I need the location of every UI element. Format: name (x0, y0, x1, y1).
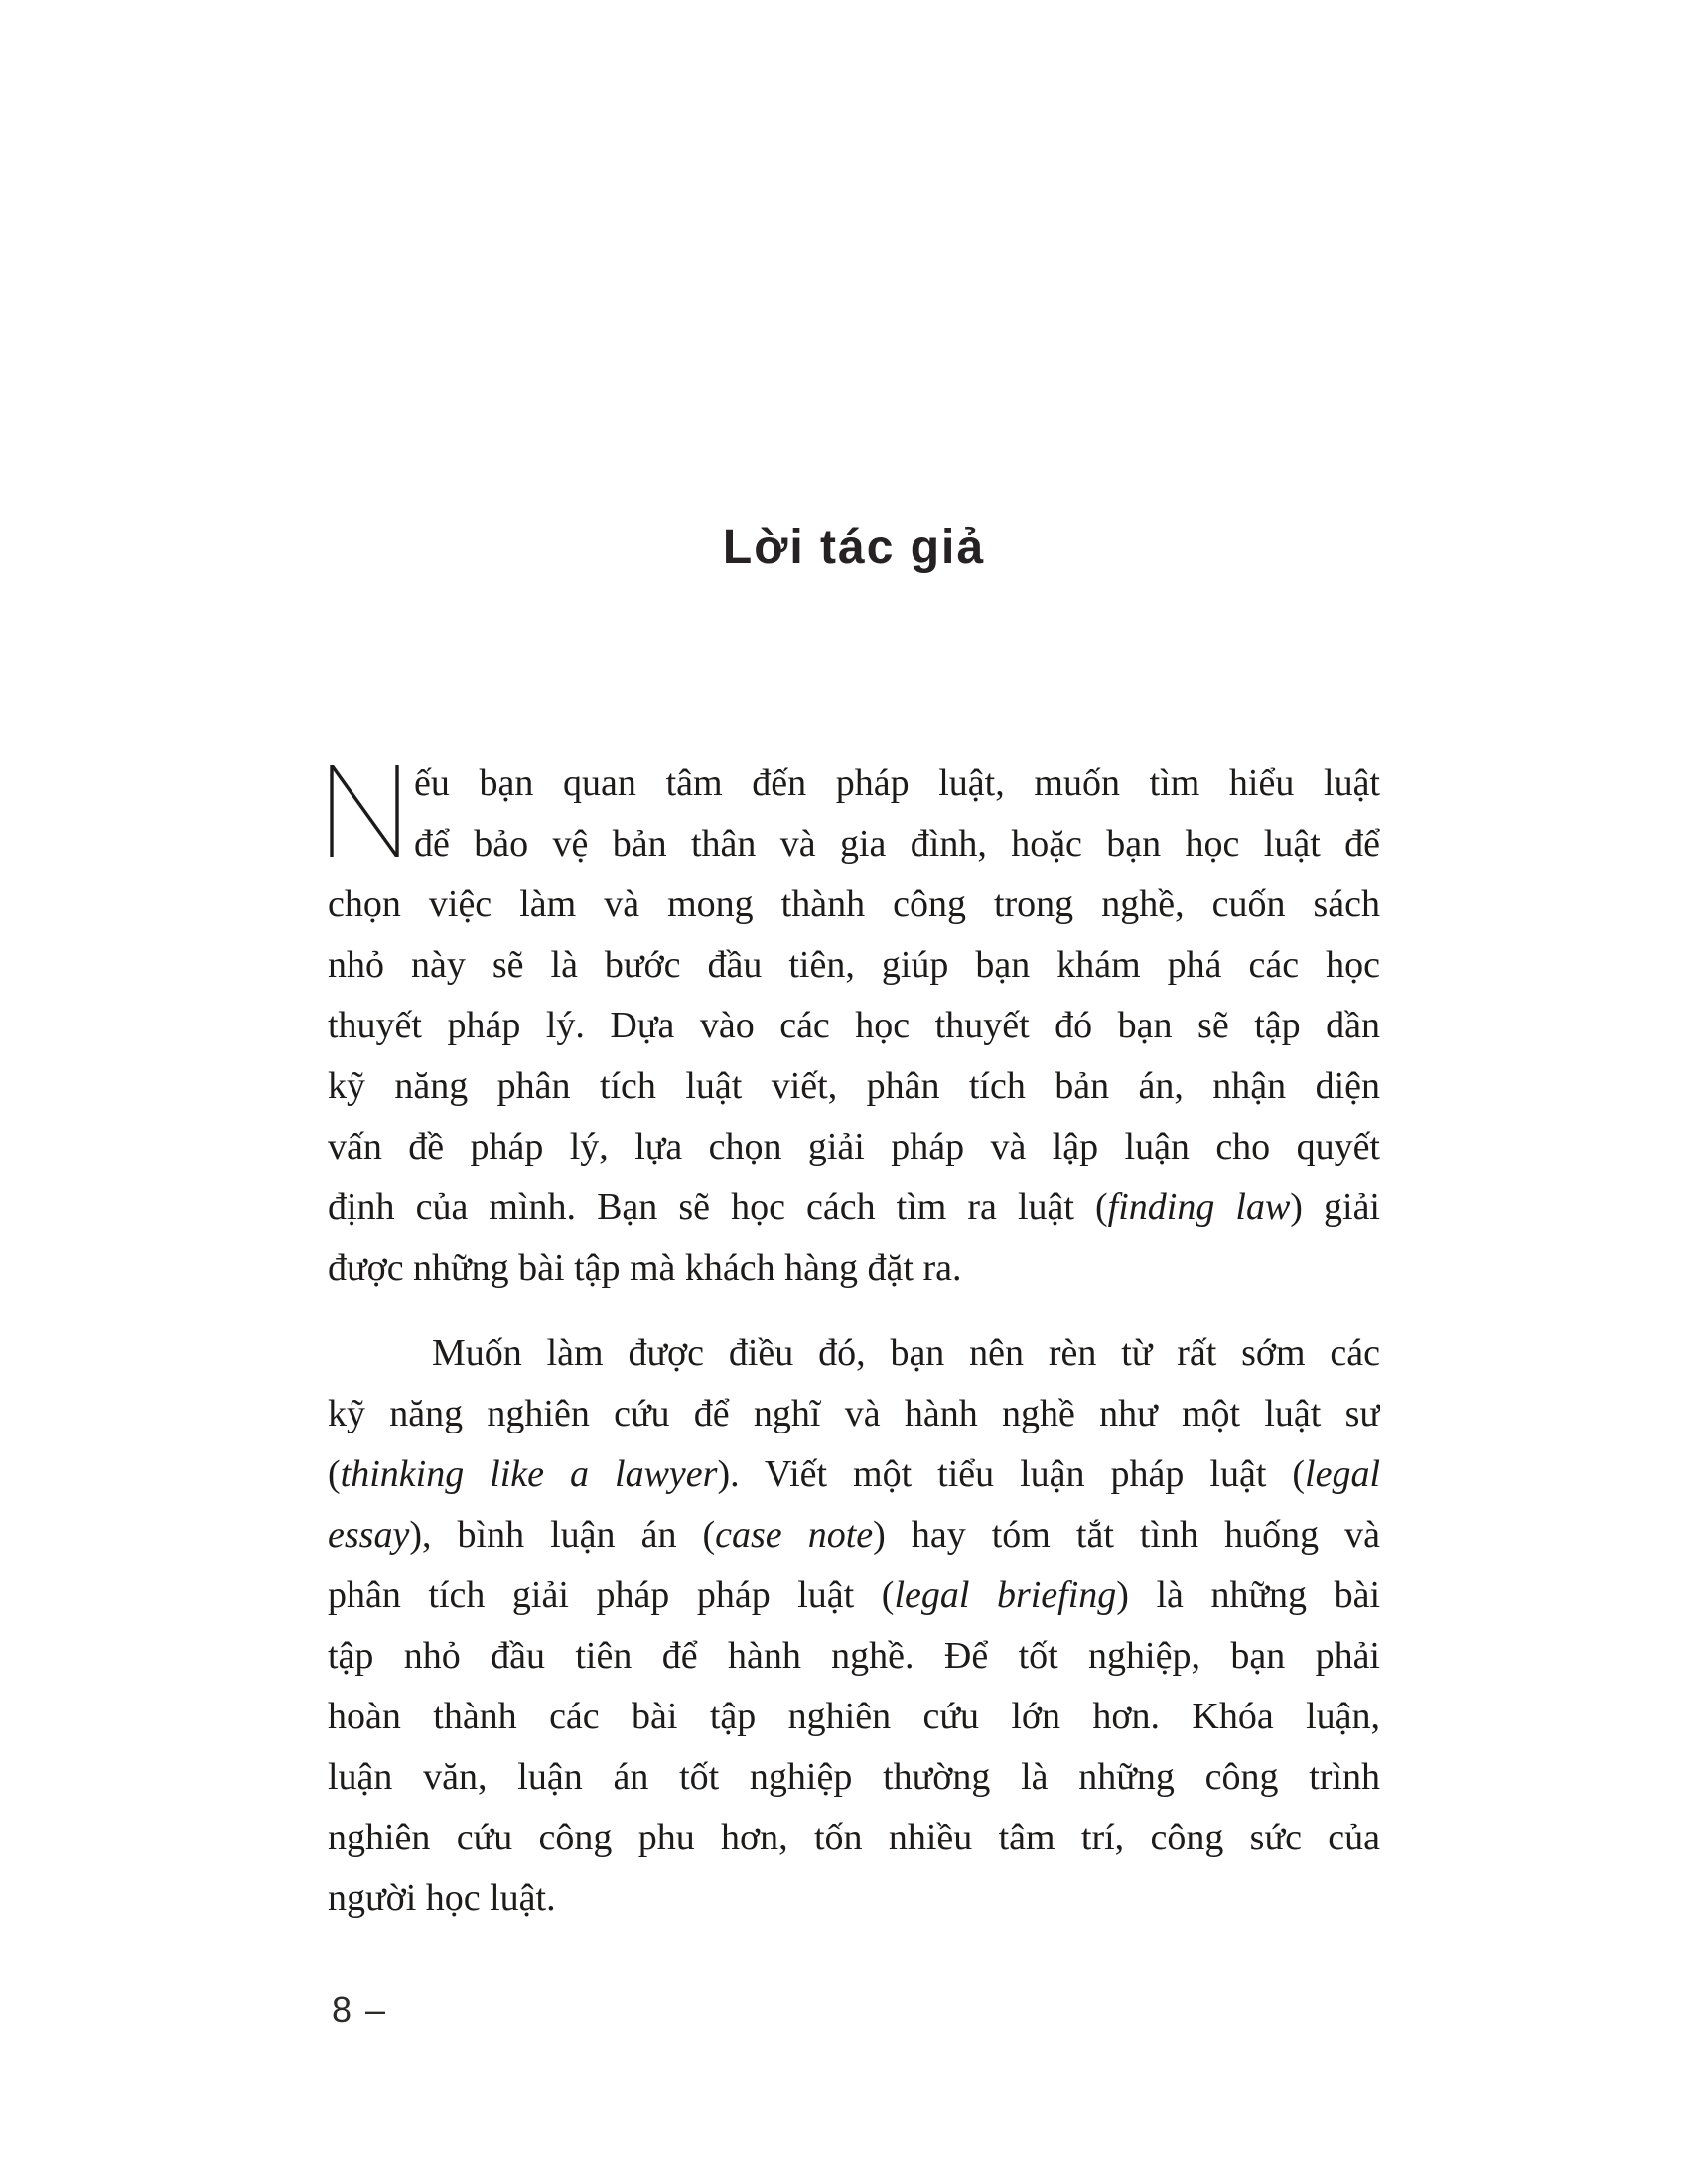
page-title: Lời tác giả (722, 521, 986, 574)
body-line: được những bài tập mà khách hàng đặt ra. (328, 1247, 962, 1289)
page-number-dash: – (365, 1989, 386, 2030)
body-line: chọn việc làm và mong thành công trong nghề, cuốn sách (328, 884, 1380, 925)
paragraph-1 (328, 753, 1380, 1298)
body-line: vấn đề pháp lý, lựa chọn giải pháp và lập luận cho quyết (328, 1126, 1380, 1167)
page-footer (332, 1988, 385, 2032)
body-line: essay), bình luận án (case note) hay tóm tắt tình huống và (328, 1514, 1380, 1556)
body-line: luận văn, luận án tốt nghiệp thường là những công trình (328, 1756, 1380, 1798)
body-line: (thinking like a lawyer). Viết một tiểu luận pháp luật (legal (328, 1453, 1380, 1495)
body-line: nhỏ này sẽ là bước đầu tiên, giúp bạn khám phá các học (328, 944, 1380, 986)
body-line: để bảo vệ bản thân và gia đình, hoặc bạn học luật để (414, 823, 1380, 865)
body-line: phân tích giải pháp pháp luật (legal briefing) là những bài (328, 1574, 1380, 1616)
body-line: nghiên cứu công phu hơn, tốn nhiều tâm trí, công sức của (328, 1817, 1380, 1858)
body-line: tập nhỏ đầu tiên để hành nghề. Để tốt nghiệp, bạn phải (328, 1635, 1380, 1677)
body-line: kỹ năng nghiên cứu để nghĩ và hành nghề như một luật sư (328, 1393, 1380, 1434)
page-number: 8 (332, 1989, 352, 2030)
body-line: kỹ năng phân tích luật viết, phân tích bản án, nhận diện (328, 1065, 1380, 1107)
body-line: thuyết pháp lý. Dựa vào các học thuyết đó bạn sẽ tập dần (328, 1005, 1380, 1046)
body-line: Muốn làm được điều đó, bạn nên rèn từ rất sớm các (432, 1332, 1380, 1374)
body-line: hoàn thành các bài tập nghiên cứu lớn hơn. Khóa luận, (328, 1696, 1380, 1737)
body-line: ếu bạn quan tâm đến pháp luật, muốn tìm hiểu luật (414, 762, 1380, 804)
body-line: định của mình. Bạn sẽ học cách tìm ra luật (finding law) giải (328, 1186, 1380, 1228)
paragraph-2 (328, 1323, 1380, 1929)
body-line: người học luật. (328, 1877, 556, 1919)
